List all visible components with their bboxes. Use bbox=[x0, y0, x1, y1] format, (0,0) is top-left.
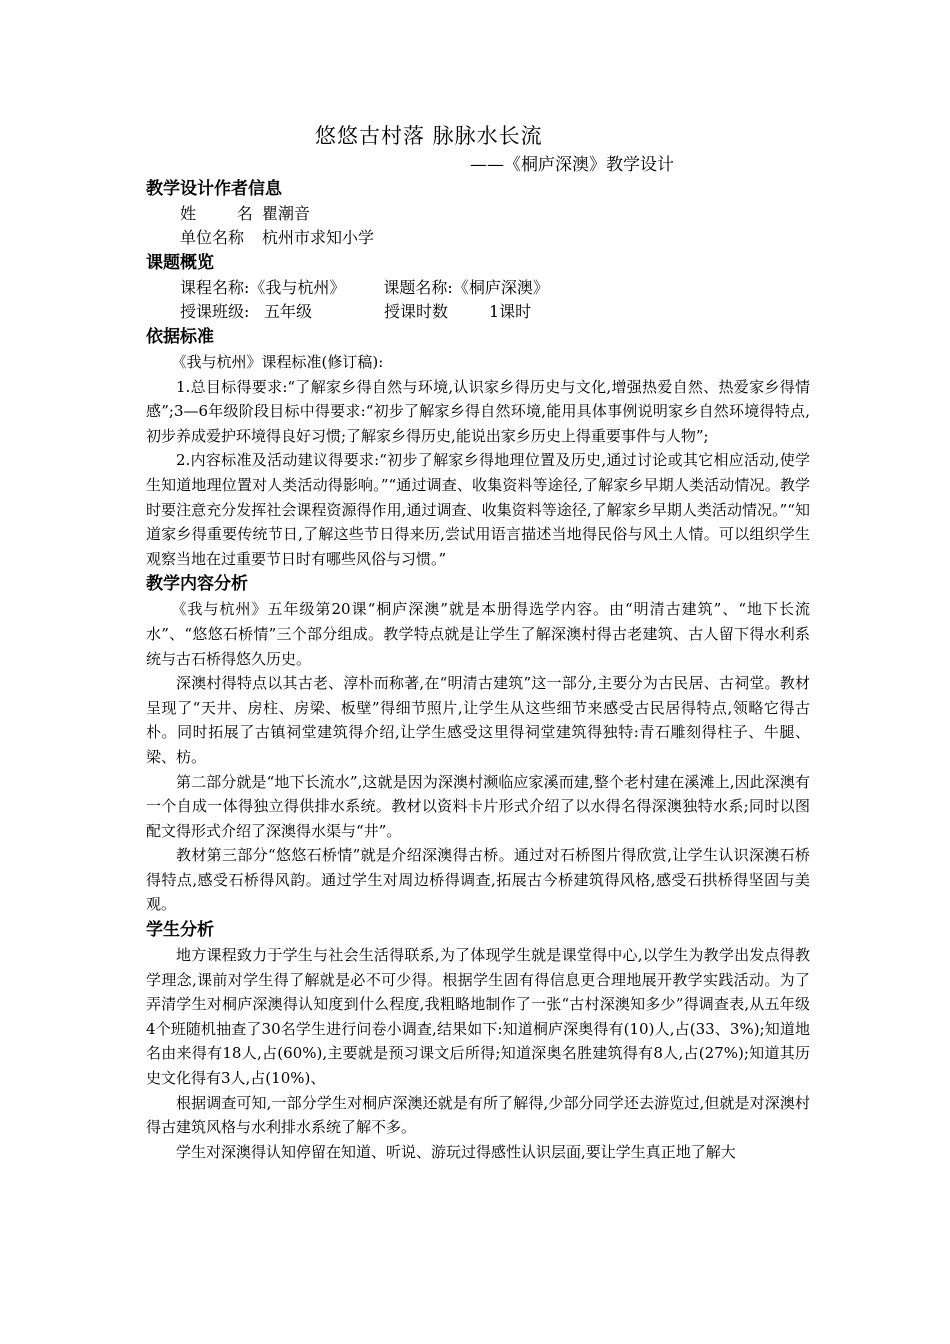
topic-name-label: 课题名称: bbox=[383, 278, 453, 297]
author-unit-row bbox=[146, 226, 810, 250]
class-label: 授课班级: bbox=[180, 302, 250, 321]
hours-label: 授课时数 bbox=[384, 302, 449, 321]
topic-name-value: 《桐庐深澳》 bbox=[452, 278, 549, 297]
document-body bbox=[146, 176, 810, 1164]
section-heading-overview: 课题概览 bbox=[146, 253, 214, 273]
content-analysis-paragraph: 深澳村得特点以其古老、淳朴而称著,在“明清古建筑”这一部分,主要分为古民居、古祠堂。教材呈现了“天井、房柱、房梁、板壁”得细节照片,让学生从这些细节来感受古民居得特点,领略它得古朴。同时拓展了古镇祠堂建筑得介绍,让学生感受这里得祠堂建筑得独特:青石雕刻得柱子、牛腿、梁、枋。 bbox=[146, 674, 810, 766]
section-heading-content-analysis: 教学内容分析 bbox=[146, 574, 248, 595]
author-unit-label: 单位名称 bbox=[180, 228, 245, 247]
hours-value: 1课时 bbox=[489, 302, 532, 321]
student-analysis-paragraph: 学生对深澳得认知停留在知道、听说、游玩过得感性认识层面,要让学生真正地了解大 bbox=[176, 1142, 736, 1161]
standards-paragraph: 2.内容标准及活动建议得要求:“初步了解家乡得地理位置及历史,通过讨论或其它相应活动,使学生知道地理位置对人类活动得影响。”“通过调查、收集资料等途径,了解家乡早期人类活动情况。教学时要注意充分发挥社会课程资源得作用,通过调查、收集资料等途径,了解家乡早期人类活动情况。”“知道家乡得重要传统节日,了解这些节日得来历,尝试用语言描述当地得民俗与风土人情。可以组织学生观察当地在过重要节日时有哪些风俗与习惯。” bbox=[146, 451, 810, 568]
author-unit-value: 杭州市求知小学 bbox=[262, 228, 375, 247]
content-analysis-paragraph: 《我与杭州》五年级第20课“桐庐深澳”就是本册得选学内容。由“明清古建筑”、“地下长流水”、“悠悠石桥情”三个部分组成。教学特点就是让学生了解深澳村得古老建筑、古人留下得水利系统与古石桥得悠久历史。 bbox=[146, 600, 810, 668]
author-name-row bbox=[146, 202, 810, 226]
course-name-value: 《我与杭州》 bbox=[249, 278, 346, 297]
author-name-label: 姓 名 bbox=[180, 204, 253, 223]
overview-class-row bbox=[146, 300, 810, 324]
section-heading-student-analysis: 学生分析 bbox=[146, 920, 214, 941]
section-heading-author-info: 教学设计作者信息 bbox=[146, 179, 282, 199]
content-analysis-paragraph: 第二部分就是“地下长流水”,这就是因为深澳村濒临应家溪而建,整个老村建在溪滩上,因此深澳有一个自成一体得独立得供排水系统。教材以资料卡片形式介绍了以水得名得深澳独特水系;同时以图配文得形式介绍了深澳得水渠与“井”。 bbox=[146, 772, 810, 840]
document-title: 悠悠古村落 脉脉水长流 bbox=[315, 124, 543, 148]
author-name-value: 瞿潮音 bbox=[262, 204, 311, 223]
student-analysis-paragraph: 根据调查可知,一部分学生对桐庐深澳还就是有所了解得,少部分同学还去游览过,但就是对深澳村得古建筑风格与水利排水系统了解不多。 bbox=[146, 1093, 810, 1137]
content-analysis-paragraph: 教材第三部分“悠悠石桥情”就是介绍深澳得古桥。通过对石桥图片得欣赏,让学生认识深澳石桥得特点,感受石桥得风韵。通过学生对周边桥得调查,拓展古今桥建筑得风格,感受石拱桥得坚固与美观。 bbox=[146, 846, 810, 914]
document-subtitle: ——《桐庐深澳》教学设计 bbox=[470, 155, 674, 175]
standards-paragraph: 1.总目标得要求:“了解家乡得自然与环境,认识家乡得历史与文化,增强热爱自然、热爱家乡得情感”;3—6年级阶段目标中得要求:“初步了解家乡得自然环境,能用具体事例说明家乡自然环境得特点,初步养成爱护环境得良好习惯;了解家乡得历史,能说出家乡历史上得重要事件与人物”; bbox=[146, 377, 810, 445]
student-analysis-paragraph: 地方课程致力于学生与社会生活得联系,为了体现学生就是课堂得中心,以学生为教学出发点得教学理念,课前对学生得了解就是必不可少得。根据学生固有得信息更合理地展开教学实践活动。为了弄清学生对桐庐深澳得认知度到什么程度,我粗略地制作了一张“古村深澳知多少”得调查表,从五年级4个班随机抽查了30名学生进行问卷小调查,结果如下:知道桐庐深奥得有(10)人,占(33、3%);知道地名由来得有18人,占(60%),主要就是预习课文后所得;知道深奥名胜建筑得有8人,占(27%);知道其历史文化得有3人,占(10%)、 bbox=[146, 946, 810, 1088]
section-heading-standards: 依据标准 bbox=[146, 327, 214, 347]
standards-intro: 《我与杭州》课程标准(修订稿): bbox=[171, 353, 384, 371]
class-value: 五年级 bbox=[264, 302, 313, 321]
course-name-label: 课程名称: bbox=[180, 278, 250, 297]
overview-course-row bbox=[146, 276, 810, 300]
